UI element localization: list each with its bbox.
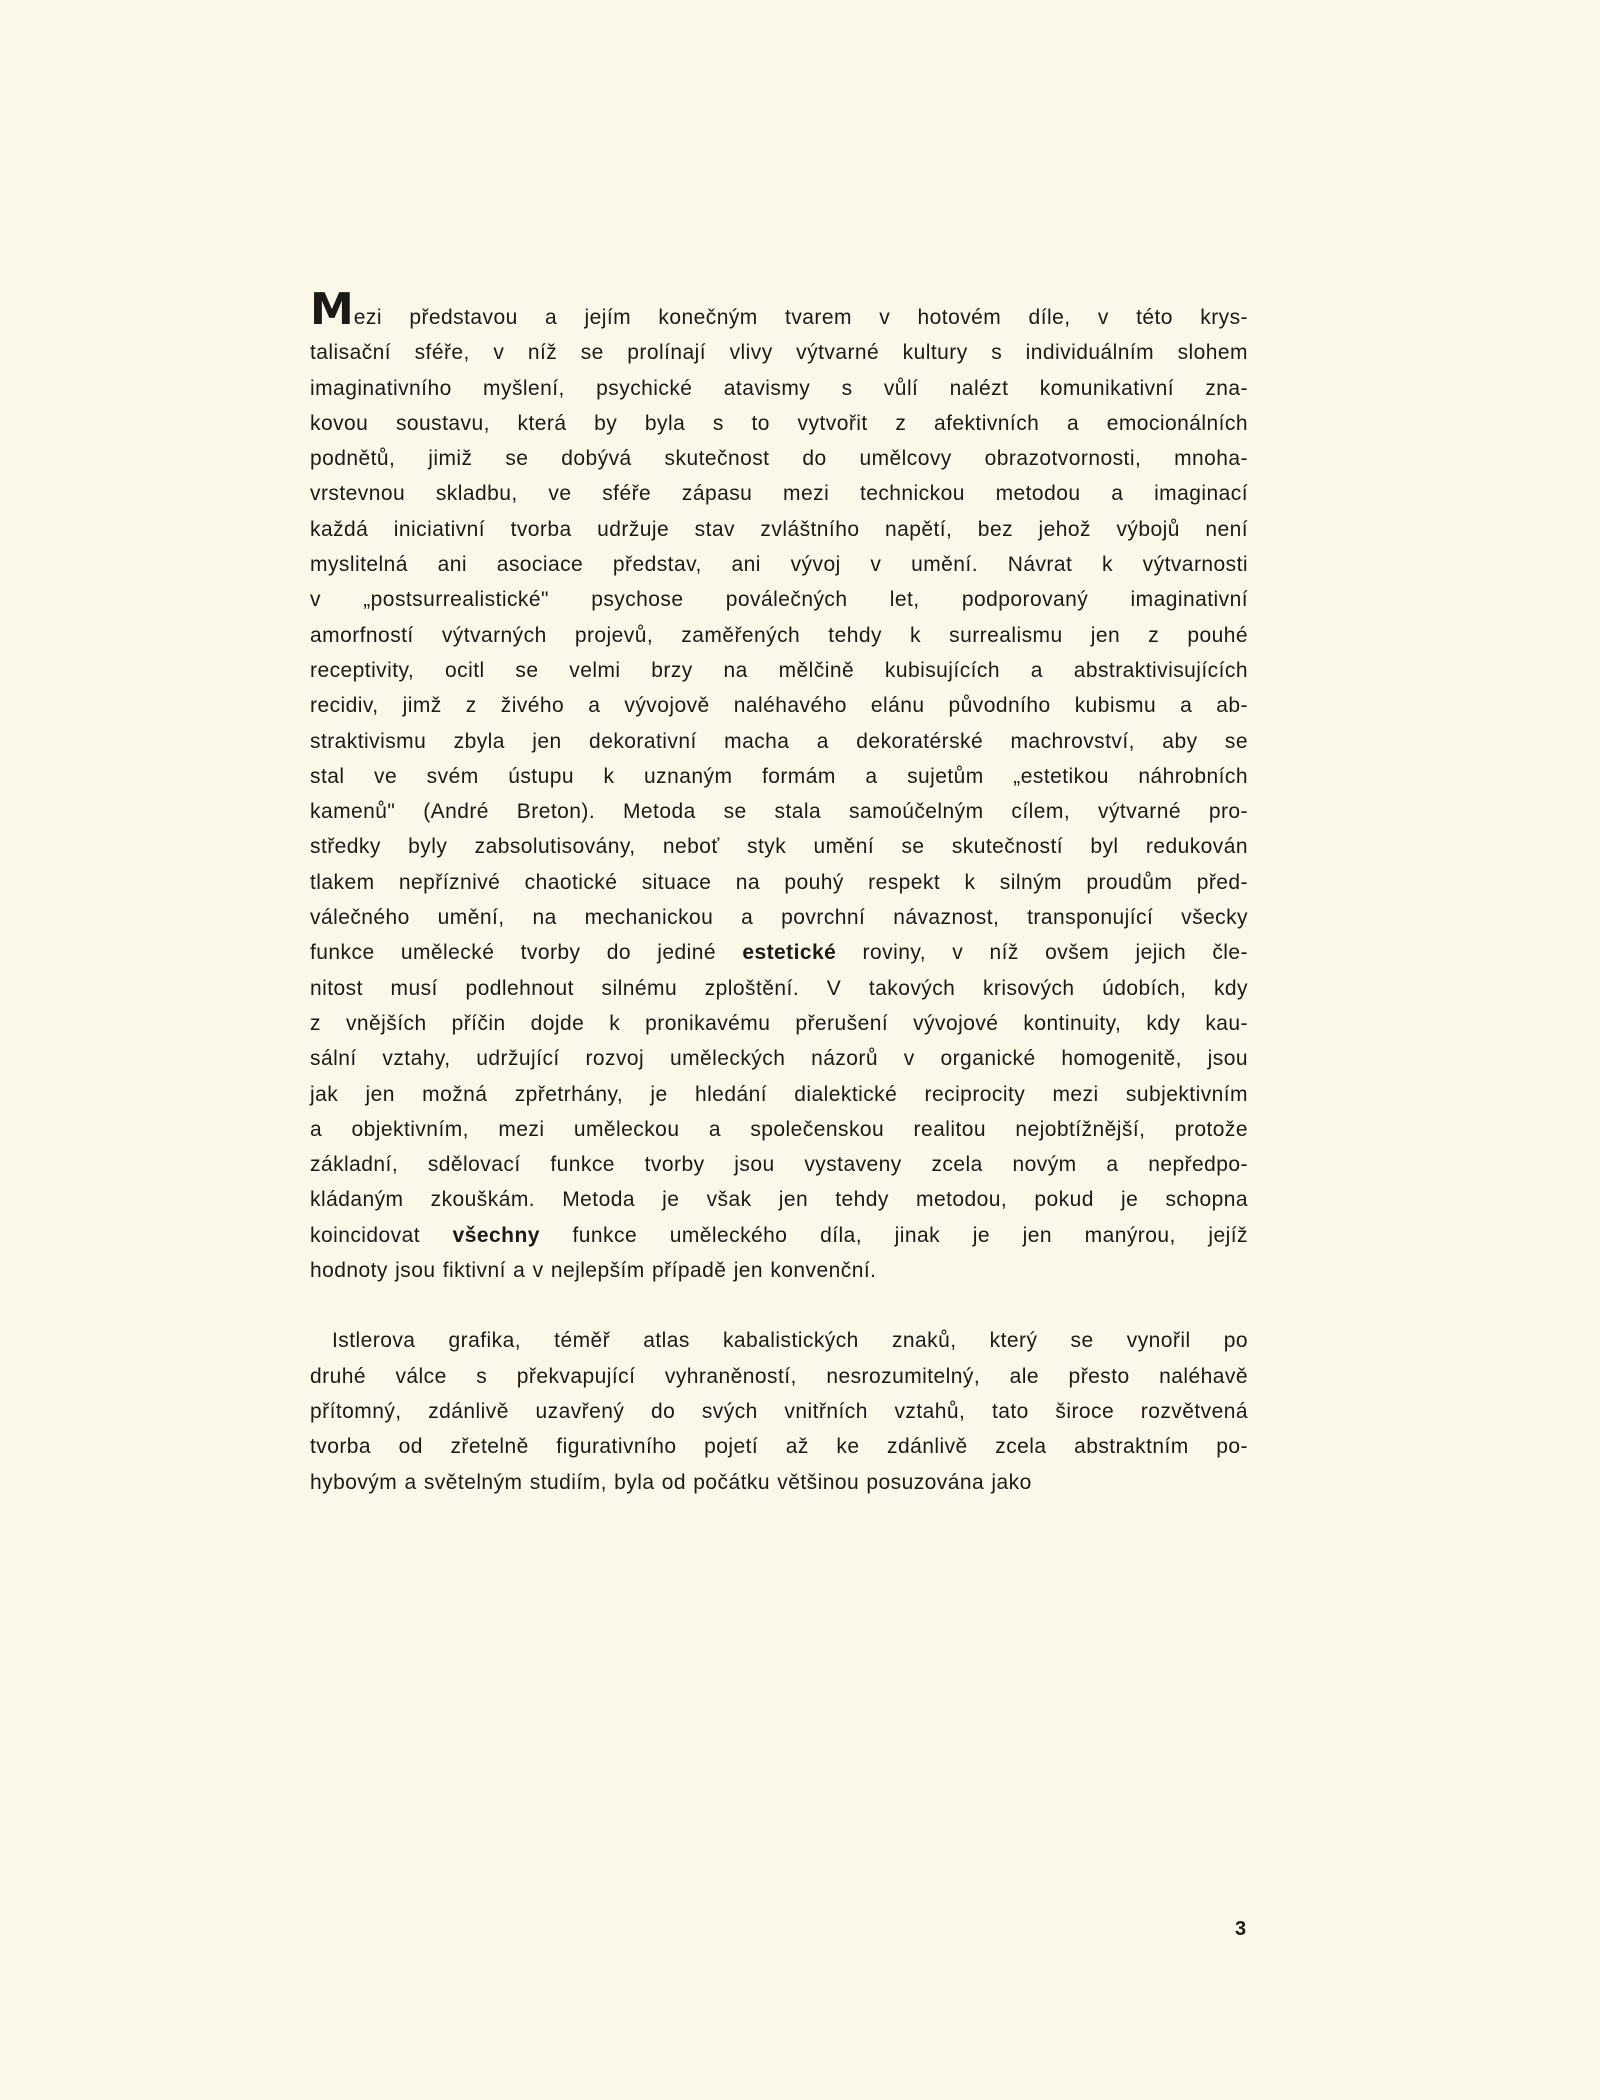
drop-cap: M <box>310 284 354 335</box>
text-run: kamenů" (André Breton). Metoda se stala samoúčelným cílem, výtvarné pro- <box>310 800 1248 824</box>
text-line <box>310 971 1248 1006</box>
text-line <box>310 1465 1248 1500</box>
text-run: v „postsurrealistické" psychose poválečných let, podporovaný imaginativní <box>310 588 1248 612</box>
paragraph-1 <box>310 284 1248 1288</box>
text-run: koincidovat <box>310 1223 453 1247</box>
text-line <box>310 1182 1248 1217</box>
text-line <box>310 688 1248 723</box>
text-line <box>310 1112 1248 1147</box>
text-run: tlakem nepříznivé chaotické situace na pouhý respekt k silným proudům před- <box>310 870 1248 894</box>
text-line <box>310 1394 1248 1429</box>
text-line <box>310 900 1248 935</box>
text-run: druhé válce s překvapující vyhraněností, nesrozumitelný, ale přesto naléhavě <box>310 1364 1248 1388</box>
text-run: straktivismu zbyla jen dekorativní macha a dekoratérské machrovství, aby se <box>310 729 1248 753</box>
text-line <box>310 794 1248 829</box>
page-number: 3 <box>1235 1918 1247 1940</box>
text-run: hodnoty jsou fiktivní a v nejlepším případě jen konvenční. <box>310 1259 877 1283</box>
text-line <box>310 759 1248 794</box>
emphasized-text: estetické <box>742 941 837 965</box>
text-line <box>310 1077 1248 1112</box>
text-run: Istlerova grafika, téměř atlas kabalistických znaků, který se vynořil po <box>332 1329 1248 1353</box>
text-run: receptivity, ocitl se velmi brzy na mělčině kubisujících a abstraktivisujících <box>310 658 1248 682</box>
text-line <box>310 441 1248 476</box>
text-run: a objektivním, mezi uměleckou a společenskou realitou nejobtížnější, protože <box>310 1117 1248 1141</box>
text-line <box>310 1429 1248 1464</box>
text-line <box>310 865 1248 900</box>
text-run: talisační sféře, v níž se prolínají vlivy výtvarné kultury s individuálním slohem <box>310 341 1248 365</box>
text-run: roviny, v níž ovšem jejich čle- <box>836 941 1248 965</box>
text-run: imaginativního myšlení, psychické atavismy s vůlí nalézt komunikativní zna- <box>310 376 1248 400</box>
text-line <box>310 1253 1248 1288</box>
text-line <box>310 284 1248 335</box>
text-run: středky byly zabsolutisovány, neboť styk umění se skutečností byl redukován <box>310 835 1248 859</box>
paragraph-2 <box>310 1323 1248 1499</box>
body-text <box>310 284 1248 1500</box>
text-line <box>310 1323 1248 1358</box>
emphasized-text: všechny <box>452 1223 540 1247</box>
text-line <box>310 618 1248 653</box>
text-line <box>310 476 1248 511</box>
text-run: nitost musí podlehnout silnému zploštění. V takových krisových údobích, kdy <box>310 976 1248 1000</box>
text-line <box>310 335 1248 370</box>
text-run: podnětů, jimiž se dobývá skutečnost do umělcovy obrazotvornosti, mnoha- <box>310 447 1248 471</box>
text-run: jak jen možná zpřetrhány, je hledání dialektické reciprocity mezi subjektivním <box>310 1082 1248 1106</box>
text-run: kovou soustavu, která by byla s to vytvořit z afektivních a emocionálních <box>310 411 1248 435</box>
text-run: funkce umělecké tvorby do jediné <box>310 941 743 965</box>
text-run: přítomný, zdánlivě uzavřený do svých vnitřních vztahů, tato široce rozvětvená <box>310 1399 1248 1423</box>
text-line <box>310 512 1248 547</box>
text-line <box>310 829 1248 864</box>
text-line <box>310 935 1248 970</box>
text-run: každá iniciativní tvorba udržuje stav zvláštního napětí, bez jehož výbojů není <box>310 517 1248 541</box>
text-line <box>310 1006 1248 1041</box>
text-run: amorfností výtvarných projevů, zaměřených tehdy k surrealismu jen z pouhé <box>310 623 1248 647</box>
text-line <box>310 371 1248 406</box>
paragraph-gap <box>310 1288 1248 1323</box>
text-line <box>310 406 1248 441</box>
text-line <box>310 1147 1248 1182</box>
text-run: funkce uměleckého díla, jinak je jen manýrou, jejíž <box>539 1223 1248 1247</box>
text-run: kládaným zkouškám. Metoda je však jen tehdy metodou, pokud je schopna <box>310 1188 1248 1212</box>
text-run: základní, sdělovací funkce tvorby jsou vystaveny zcela novým a nepředpo- <box>310 1153 1248 1177</box>
text-run: tvorba od zřetelně figurativního pojetí až ke zdánlivě zcela abstraktním po- <box>310 1435 1248 1459</box>
text-line <box>310 724 1248 759</box>
text-run: vrstevnou skladbu, ve sféře zápasu mezi technickou metodou a imaginací <box>310 482 1248 506</box>
text-line <box>310 582 1248 617</box>
text-run: recidiv, jimž z živého a vývojově naléhavého elánu původního kubismu a ab- <box>310 694 1248 718</box>
text-run: válečného umění, na mechanickou a povrchní návaznost, transponující všecky <box>310 906 1248 930</box>
text-run: myslitelná ani asociace představ, ani vývoj v umění. Návrat k výtvarnosti <box>310 553 1248 577</box>
text-run: stal ve svém ústupu k uznaným formám a sujetům „estetikou náhrobních <box>310 764 1248 788</box>
text-line <box>310 1359 1248 1394</box>
text-line <box>310 547 1248 582</box>
text-run: z vnějších příčin dojde k pronikavému přerušení vývojové kontinuity, kdy kau- <box>310 1011 1248 1035</box>
text-line <box>310 1218 1248 1253</box>
text-line <box>310 1041 1248 1076</box>
text-run: ezi představou a jejím konečným tvarem v hotovém díle, v této krys- <box>353 306 1248 329</box>
text-run: sální vztahy, udržující rozvoj uměleckých názorů v organické homogenitě, jsou <box>310 1047 1248 1071</box>
text-line <box>310 653 1248 688</box>
text-run: hybovým a světelným studiím, byla od počátku většinou posuzována jako <box>310 1470 1032 1494</box>
